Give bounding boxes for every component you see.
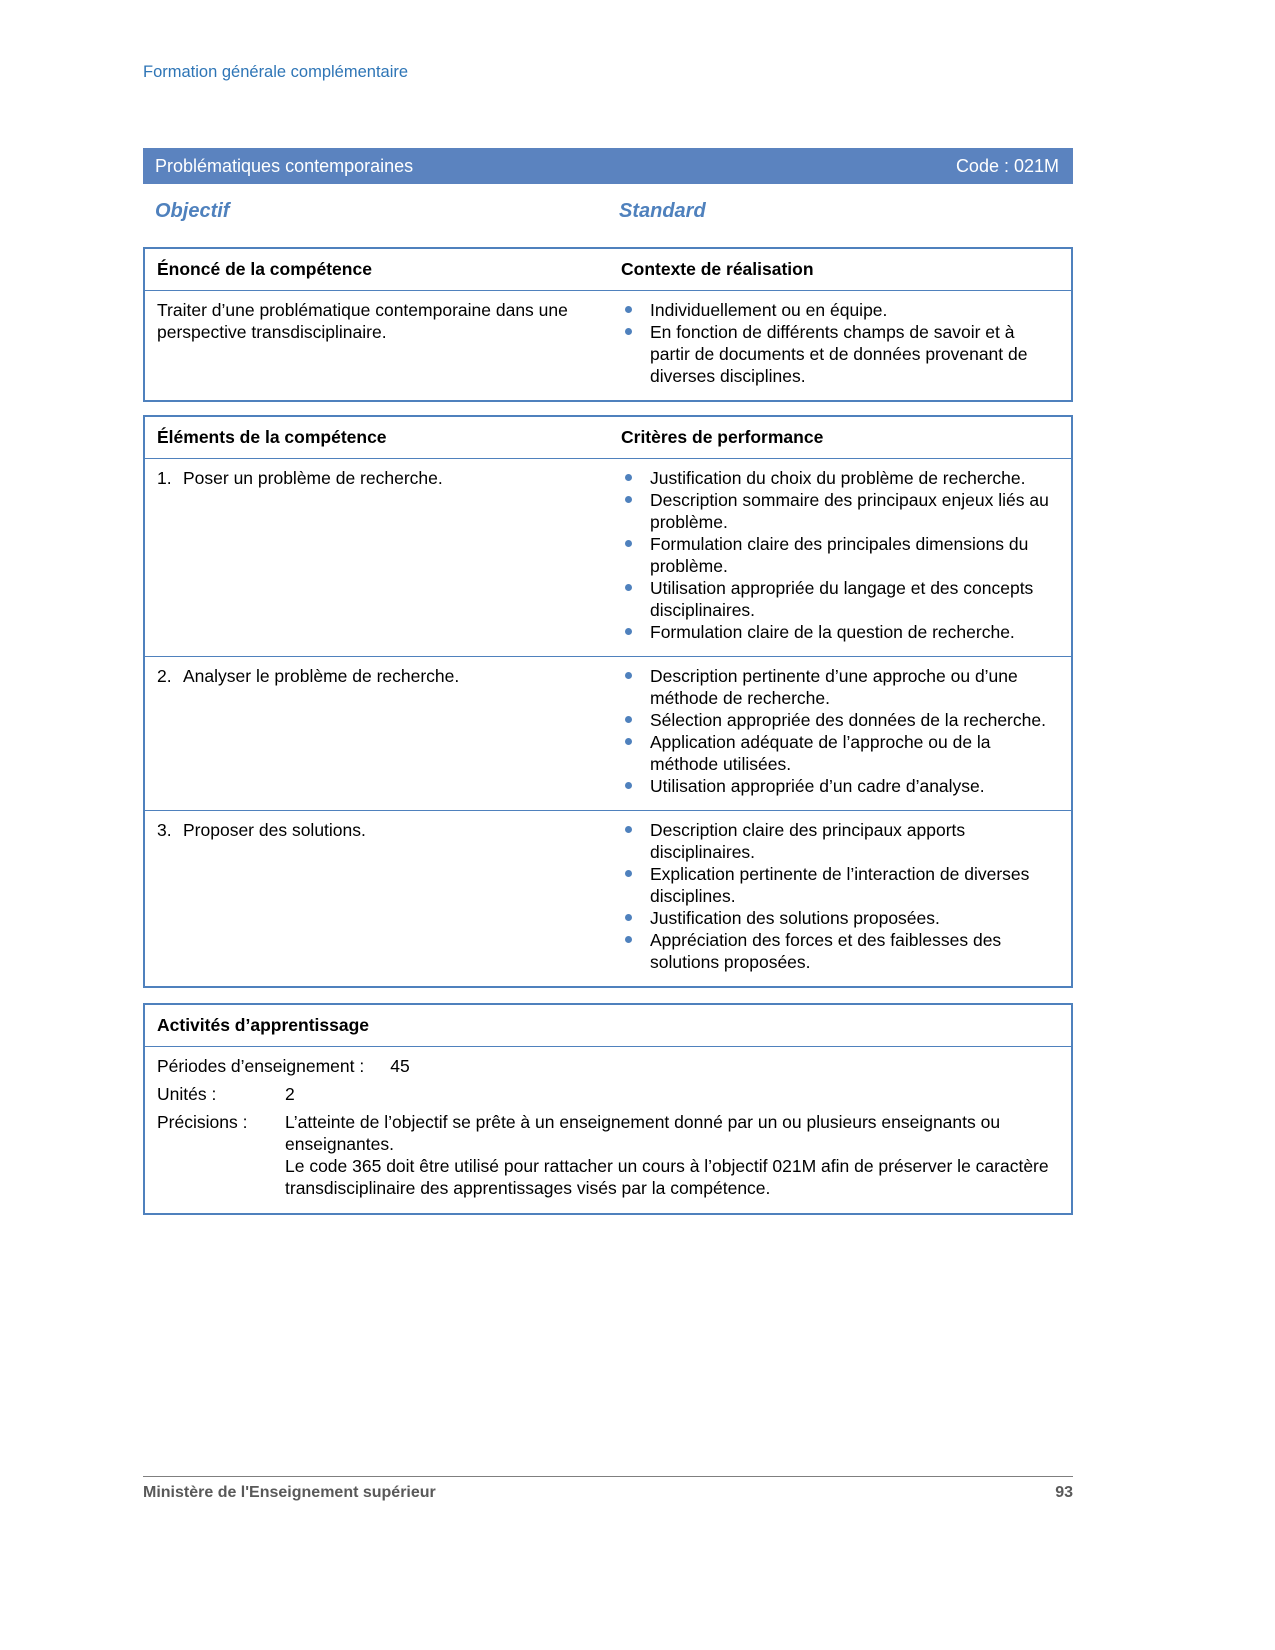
- activities-body: [145, 1047, 1071, 1213]
- objectif-heading: Objectif: [155, 199, 230, 222]
- bullet-icon: [619, 489, 650, 533]
- precisions-label: Précisions :: [157, 1112, 248, 1132]
- bullet-icon: [619, 863, 650, 907]
- precisions-text: [285, 1111, 1057, 1199]
- elements-header: Éléments de la compétence: [157, 427, 387, 447]
- bullet-text: Description pertinente d’une approche ou d’une méthode de recherche.: [650, 666, 1018, 708]
- bullet-icon: [619, 299, 650, 321]
- bullet-icon: [619, 731, 650, 775]
- bullet-icon: [619, 577, 650, 621]
- element-number: 1.: [157, 468, 172, 488]
- precisions-paragraph: Le code 365 doit être utilisé pour rattacher un cours à l’objectif 021M afin de préserver le caractère transdisciplinaire des apprentissages visés par la compétence.: [285, 1156, 1049, 1198]
- element-row: [145, 459, 1071, 656]
- bullet-icon: [619, 929, 650, 973]
- bullet-item: [619, 489, 1057, 533]
- elements-table-header: [145, 417, 1071, 459]
- bullet-text: Utilisation appropriée d’un cadre d’analyse.: [650, 776, 985, 796]
- criteres-header: Critères de performance: [621, 427, 824, 447]
- bullet-item: [619, 621, 1057, 643]
- bullet-item: [619, 775, 1057, 797]
- competence-table-row: [145, 291, 1071, 400]
- bullet-icon: [619, 907, 650, 929]
- bullet-icon: [619, 321, 650, 387]
- bullet-item: [619, 299, 1057, 321]
- bullet-text: Justification des solutions proposées.: [650, 908, 940, 928]
- precisions-row: [157, 1111, 1057, 1199]
- competency-banner: [143, 148, 1073, 184]
- bullet-text: Individuellement ou en équipe.: [650, 300, 888, 320]
- element-cell: [145, 657, 619, 810]
- periods-row: [157, 1055, 1057, 1077]
- bullet-item: [619, 665, 1057, 709]
- bullet-text: Sélection appropriée des données de la recherche.: [650, 710, 1046, 730]
- section-header: Formation générale complémentaire: [143, 63, 409, 81]
- bullet-text: En fonction de différents champs de savoir et à partir de documents et de données provenant de diverses disciplines.: [650, 322, 1028, 386]
- activities-header: Activités d’apprentissage: [157, 1015, 370, 1035]
- element-text: Analyser le problème de recherche.: [183, 666, 460, 686]
- bullet-item: [619, 929, 1057, 973]
- bullet-text: Description sommaire des principaux enjeux liés au problème.: [650, 490, 1049, 532]
- bullet-item: [619, 709, 1057, 731]
- activities-table-header: [145, 1005, 1071, 1047]
- page-number: 93: [1055, 1484, 1073, 1501]
- contexte-header: Contexte de réalisation: [621, 259, 814, 279]
- units-row: [157, 1083, 1057, 1105]
- standard-heading: Standard: [619, 199, 706, 222]
- criteria-cell: [619, 657, 1071, 810]
- bullet-item: [619, 533, 1057, 577]
- page-content: [143, 0, 1073, 1215]
- criteria-cell: [619, 459, 1071, 656]
- element-cell: [145, 459, 619, 656]
- periods-label: Périodes d’enseignement :: [157, 1056, 365, 1076]
- bullet-text: Application adéquate de l’approche ou de la méthode utilisées.: [650, 732, 991, 774]
- bullet-item: [619, 467, 1057, 489]
- element-text: Poser un problème de recherche.: [183, 468, 443, 488]
- bullet-icon: [619, 819, 650, 863]
- bullet-text: Formulation claire de la question de recherche.: [650, 622, 1015, 642]
- element-cell: [145, 811, 619, 986]
- bullet-item: [619, 321, 1057, 387]
- contexte-bullets: [619, 291, 1071, 400]
- bullet-item: [619, 819, 1057, 863]
- bullet-item: [619, 731, 1057, 775]
- bullet-icon: [619, 665, 650, 709]
- bullet-icon: [619, 621, 650, 643]
- bullet-item: [619, 863, 1057, 907]
- elements-table: [143, 415, 1073, 988]
- bullet-text: Utilisation appropriée du langage et des concepts disciplinaires.: [650, 578, 1034, 620]
- bullet-text: Justification du choix du problème de recherche.: [650, 468, 1026, 488]
- banner-code: Code : 021M: [955, 155, 1059, 176]
- element-number: 3.: [157, 820, 172, 840]
- enonce-text: Traiter d’une problématique contemporaine dans une perspective transdisciplinaire.: [157, 300, 568, 342]
- element-text: Proposer des solutions.: [183, 820, 366, 840]
- bullet-item: [619, 907, 1057, 929]
- bullet-text: Formulation claire des principales dimensions du problème.: [650, 534, 1029, 576]
- competence-table: [143, 247, 1073, 402]
- bullet-icon: [619, 467, 650, 489]
- precisions-paragraph: L’atteinte de l’objectif se prête à un enseignement donné par un ou plusieurs enseignants ou enseignantes.: [285, 1112, 1001, 1154]
- ministry-name: Ministère de l'Enseignement supérieur: [143, 1484, 436, 1501]
- element-number: 2.: [157, 666, 172, 686]
- enonce-header: Énoncé de la compétence: [157, 259, 372, 279]
- banner-title: Problématiques contemporaines: [155, 155, 414, 176]
- bullet-icon: [619, 709, 650, 731]
- page-footer: [143, 1476, 1073, 1502]
- column-headings: [143, 198, 1073, 224]
- bullet-text: Appréciation des forces et des faiblesses des solutions proposées.: [650, 930, 1002, 972]
- bullet-icon: [619, 533, 650, 577]
- bullet-text: Explication pertinente de l’interaction de diverses disciplines.: [650, 864, 1030, 906]
- activities-table: [143, 1003, 1073, 1215]
- element-row: [145, 656, 1071, 810]
- competence-table-header: [145, 249, 1071, 291]
- units-value: 2: [285, 1084, 295, 1104]
- criteria-cell: [619, 811, 1071, 986]
- bullet-icon: [619, 775, 650, 797]
- bullet-item: [619, 577, 1057, 621]
- bullet-text: Description claire des principaux apports disciplinaires.: [650, 820, 966, 862]
- element-row: [145, 810, 1071, 986]
- units-label: Unités :: [157, 1084, 217, 1104]
- periods-value: 45: [390, 1056, 410, 1076]
